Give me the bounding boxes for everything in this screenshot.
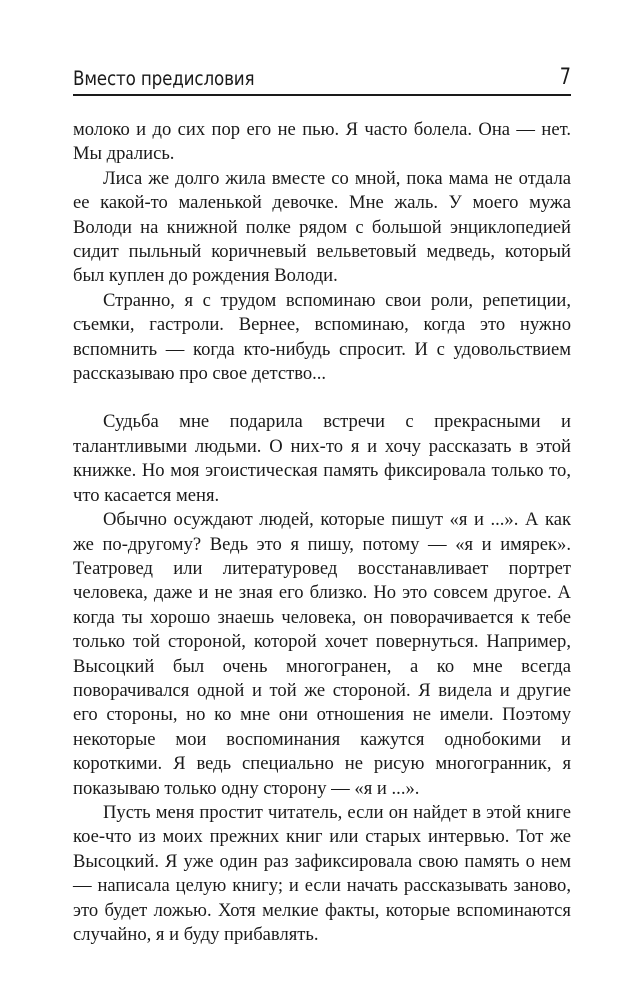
- running-head: [73, 64, 571, 96]
- paragraph-2: Лиса же долго жила вместе со мной, пока мама не отдала ее какой-то маленькой девочке. Мне жаль. У моего мужа Володи на книжной полке рядом с большой энциклопедией сидит пыльный коричневый вельветовый медведь, который был куплен до рождения Володи.: [73, 167, 571, 287]
- paragraph-3: Странно, я с трудом вспоминаю свои роли, репетиции, съемки, гастроли. Вернее, вспоминаю, когда это нужно вспомнить — когда кто-нибудь спросит. И с удовольствием рассказываю про свое детство...: [73, 289, 571, 385]
- section-break: [73, 386, 571, 410]
- page-body: [73, 118, 571, 947]
- paragraph-6: Пусть меня простит читатель, если он найдет в этой книге кое-что из моих прежних книг или старых интервью. Тот же Высоцкий. Я уже один раз зафиксировала свою память о нем — написала целую книгу; и если начать рассказывать заново, это будет ложью. Хотя мелкие факты, которые вспоминаются случайно, я и буду прибавлять.: [73, 801, 571, 945]
- paragraph-5: Обычно осуждают людей, которые пишут «я и ...». А как же по-другому? Ведь это я пишу, потому — «я и имярек». Театровед или литературовед восстанавливает портрет человека, даже и не зная его близко. Но это совсем другое. А когда ты хорошо знаешь человека, он поворачивается к тебе только той стороной, которой хочет повернуться. Например, Высоцкий был очень многогранен, а ко мне всегда поворачивался одной и той же стороной. Я видела и другие его стороны, но ко мне они отношения не имели. Поэтому некоторые мои воспоминания кажутся однобокими и короткими. Я ведь специально не рисую многогранник, я показываю только одну сторону — «я и ...».: [73, 509, 571, 799]
- page-number: 7: [559, 65, 571, 90]
- chapter-title: Вместо предисловия: [73, 67, 255, 90]
- paragraph-4: Судьба мне подарила встречи с прекрасными и талантливыми людьми. О них-то я и хочу рассказать в этой книжке. Но моя эгоистическая память фиксировала только то, что касается меня.: [73, 411, 571, 506]
- paragraph-1: молоко и до сих пор его не пью. Я часто болела. Она — нет. Мы дрались.: [73, 119, 571, 165]
